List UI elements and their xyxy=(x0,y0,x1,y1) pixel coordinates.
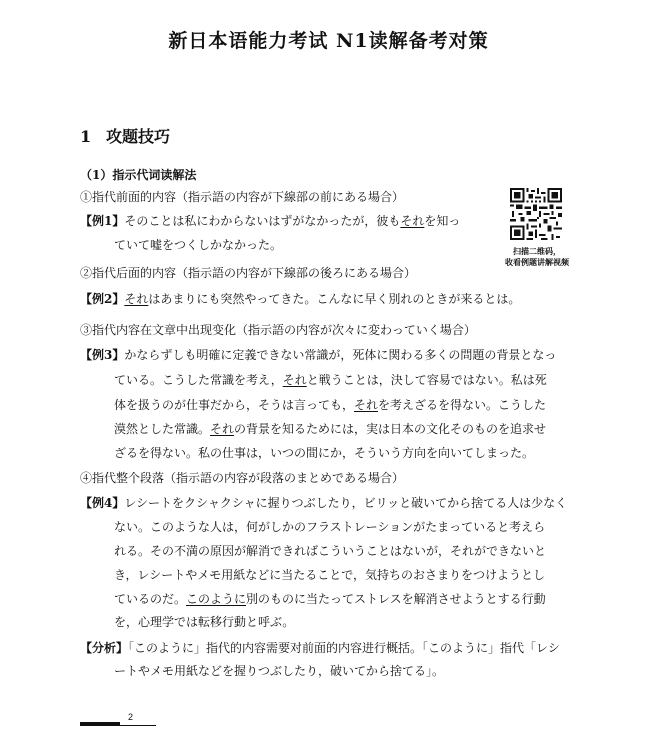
underline-target: それ xyxy=(400,214,425,228)
example-4-line-5: ているのだ。このように別のものに当たってストレスを解消させようとする行動 xyxy=(114,592,546,606)
analysis-line-2: ートやメモ用紙などを握りつぶしたり，破いてから捨てる」。 xyxy=(114,664,445,678)
example-4-line-4: き，レシートやメモ用紙などに当たることで，気持ちのおさまりをつけようとし xyxy=(114,568,545,582)
footer-bar xyxy=(80,722,120,726)
section-heading xyxy=(80,124,170,147)
example-3-line-1: 【例3】かならずしも明確に定義できない常識が，死体に関わる多くの問題の背景となっ xyxy=(80,348,557,362)
example-4-line-2: ない。このような人は，何がしかのフラストレーションがたまっていると考えら xyxy=(114,520,546,534)
section-number: 1 xyxy=(80,127,92,146)
underline-target: このように xyxy=(186,592,247,606)
example-4-line-3: れる。その不満の原因が解消できればこういうことはないが，それができないと xyxy=(114,544,547,558)
example-3-line-5: ざるを得ない。私の仕事は，いつの間にか，そういう方向を向いてしまった。 xyxy=(114,446,535,460)
analysis-line-1: 【分析】「このように」指代的内容需要对前面的内容进行概括。「このように」指代「レシ xyxy=(80,641,560,655)
page-title: 新日本语能力考试 N1读解备考对策 xyxy=(168,30,489,52)
example-4-line-1: 【例4】レシートをクシャクシャに握りつぶしたり，ビリッと破いてから捨てる人は少なく xyxy=(80,496,568,510)
qr-code-icon[interactable] xyxy=(510,188,562,240)
example-3-line-4: 漠然とした常識。それの背景を知るためには，実は日本の文化そのものを追求せ xyxy=(114,422,547,436)
point-4-heading: ④指代整个段落（指示語の内容が段落のまとめである場合） xyxy=(80,471,405,485)
qr-caption-line1: 扫描二维码， xyxy=(513,246,561,256)
point-3-heading: ③指代内容在文章中出现变化（指示語の内容が次々に変わっていく場合） xyxy=(80,323,476,337)
underline-target: それ xyxy=(282,373,307,387)
qr-caption-line2: 收看例题讲解视频 xyxy=(505,257,569,267)
example-1-line-1: 【例1】そのことは私にわからないはずがなかったが，彼もそれを知っ xyxy=(80,214,461,228)
subsection-heading: （1）指示代词读解法 xyxy=(80,168,197,182)
footer-rule xyxy=(120,725,156,726)
example-1-line-2: ていて嘘をつくしかなかった。 xyxy=(114,238,283,252)
example-4-line-6: を，心理学では転移行動と呼ぶ。 xyxy=(114,615,295,629)
example-2-line-1: 【例2】それはあまりにも突然やってきた。こんなに早く別れのときが来るとは。 xyxy=(80,292,521,306)
point-1-heading: ①指代前面的内容（指示語の内容が下線部の前にある場合） xyxy=(80,190,405,204)
section-title: 攻题技巧 xyxy=(106,127,171,146)
point-2-heading: ②指代后面的内容（指示語の内容が下線部の後ろにある場合） xyxy=(80,266,417,280)
example-3-line-3: 体を扱うのが仕事だから，そうは言っても，それを考えざるを得ない。こうした xyxy=(114,398,547,412)
page-number: 2 xyxy=(128,712,134,722)
underline-target: それ xyxy=(354,398,379,412)
underline-target: それ xyxy=(210,422,235,436)
example-3-line-2: ている。こうした常識を考え，それと戦うことは，決して容易ではない。私は死 xyxy=(114,373,547,387)
underline-target: それ xyxy=(124,292,149,306)
